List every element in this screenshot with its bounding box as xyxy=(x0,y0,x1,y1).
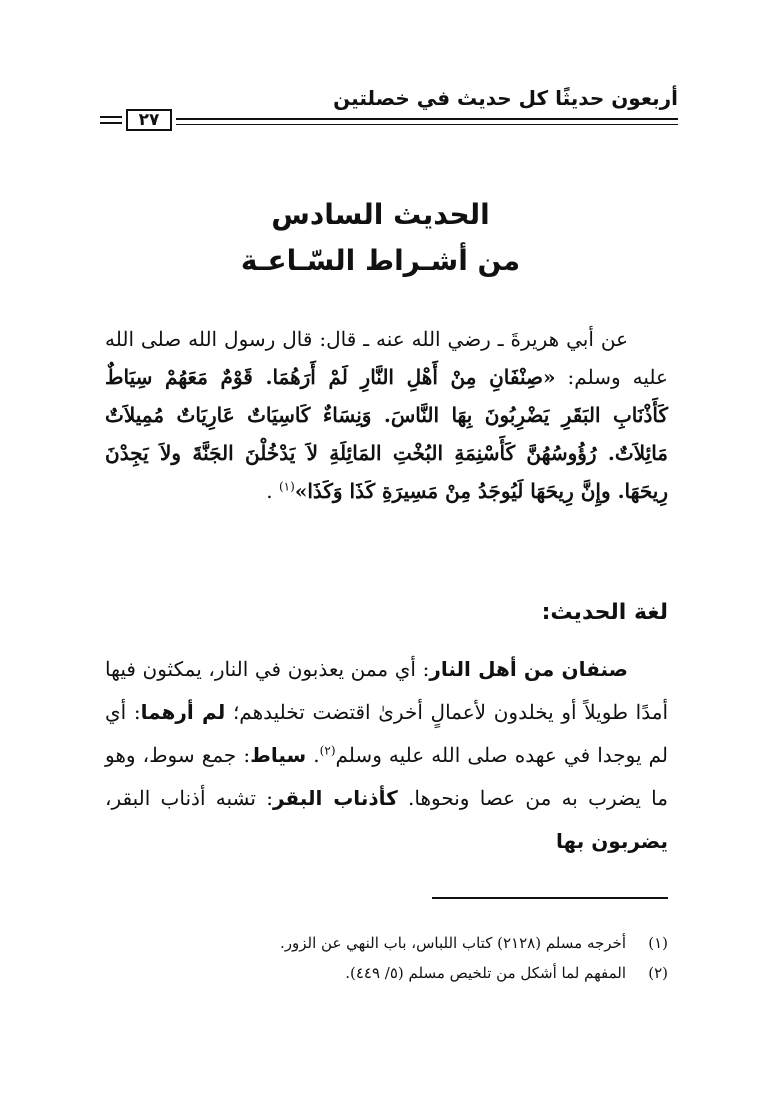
glossary-definition: : أي لم يوجدا في عهده صلى الله عليه وسلم xyxy=(105,700,669,767)
hadith-paragraph xyxy=(105,320,668,510)
footnote-number: (١) xyxy=(648,934,668,952)
header-rule-thick xyxy=(176,118,678,120)
chapter-title xyxy=(0,192,761,284)
page-number: ٢٧ xyxy=(126,109,172,131)
header-dash xyxy=(100,116,122,118)
glossary-term: صنفان من أهل النار xyxy=(429,657,628,681)
footnote-text: المفهم لما أشكل من تلخيص مسلم (٥/ ٤٤٩). xyxy=(345,964,626,982)
footnote-ref[interactable]: (١) xyxy=(278,479,295,494)
page-header xyxy=(100,86,678,134)
chapter-title-line1: الحديث السادس xyxy=(271,198,490,231)
glossary-definition: : جمع سوط، وهو ما يضرب به من عصا ونحوها. xyxy=(105,743,668,810)
footnotes xyxy=(93,928,668,988)
glossary-definition: . xyxy=(306,743,320,767)
glossary-term: سياط xyxy=(250,743,307,767)
footnote-text: أخرجه مسلم (٢١٢٨) كتاب اللباس، باب النهي عن الزور. xyxy=(280,934,626,952)
footnote-item xyxy=(93,958,668,988)
glossary-paragraph xyxy=(105,648,668,863)
glossary-definition: : تشبه أذناب البقر، xyxy=(105,786,273,810)
header-rule-thin xyxy=(176,124,678,125)
footnote-separator xyxy=(432,897,668,899)
glossary-term: لم أرهما xyxy=(140,700,226,724)
header-dash xyxy=(100,122,122,124)
footnote-number: (٢) xyxy=(648,964,668,982)
glossary-term: كأذناب البقر xyxy=(272,786,398,810)
chapter-title-line2: من أشـراط السّـاعـة xyxy=(240,244,521,277)
glossary-definition: : أي ممن يعذبون في النار، يمكثون فيها أمدًا طويلاً أو يخلدون لأعمالٍ أخرىٰ اقتضت تخليدهم؛ xyxy=(105,657,668,724)
footnote-ref[interactable]: (٢) xyxy=(319,743,336,758)
section-heading: لغة الحديث: xyxy=(541,600,668,625)
hadith-end: . xyxy=(266,479,279,503)
hadith-intro: عن أبي هريرةَ ـ رضي الله عنه ـ قال: قال رسول الله صلى الله عليه وسلم: xyxy=(105,327,668,389)
glossary-term: يضربون بها xyxy=(556,829,668,853)
hadith-text: «صِنْفَانِ مِنْ أَهْلِ النَّارِ لَمْ أَرَهُمَا. قَوْمٌ مَعَهُمْ سِيَاطٌ كَأَذْنَابِ البَقَرِ يَضْرِبُونَ بِهَا النَّاسَ. وَنِسَاءٌ كَاسِيَاتٌ عَارِيَاتٌ مُمِيلاَتٌ مَائِلاَتٌ. رُؤُوسُهُنَّ كَأَسْنِمَةِ البُخْتِ المَائِلَةِ لاَ يَدْخُلْنَ الجَنَّةَ ولاَ يَجِدْنَ رِيحَهَا. وإِنَّ رِيحَهَا لَيُوجَدُ مِنْ مَسِيرَةِ كَذَا وَكَذَا» xyxy=(105,365,668,503)
footnote-item xyxy=(93,928,668,958)
running-title: أربعون حديثًا كل حديث في خصلتين xyxy=(333,86,678,110)
